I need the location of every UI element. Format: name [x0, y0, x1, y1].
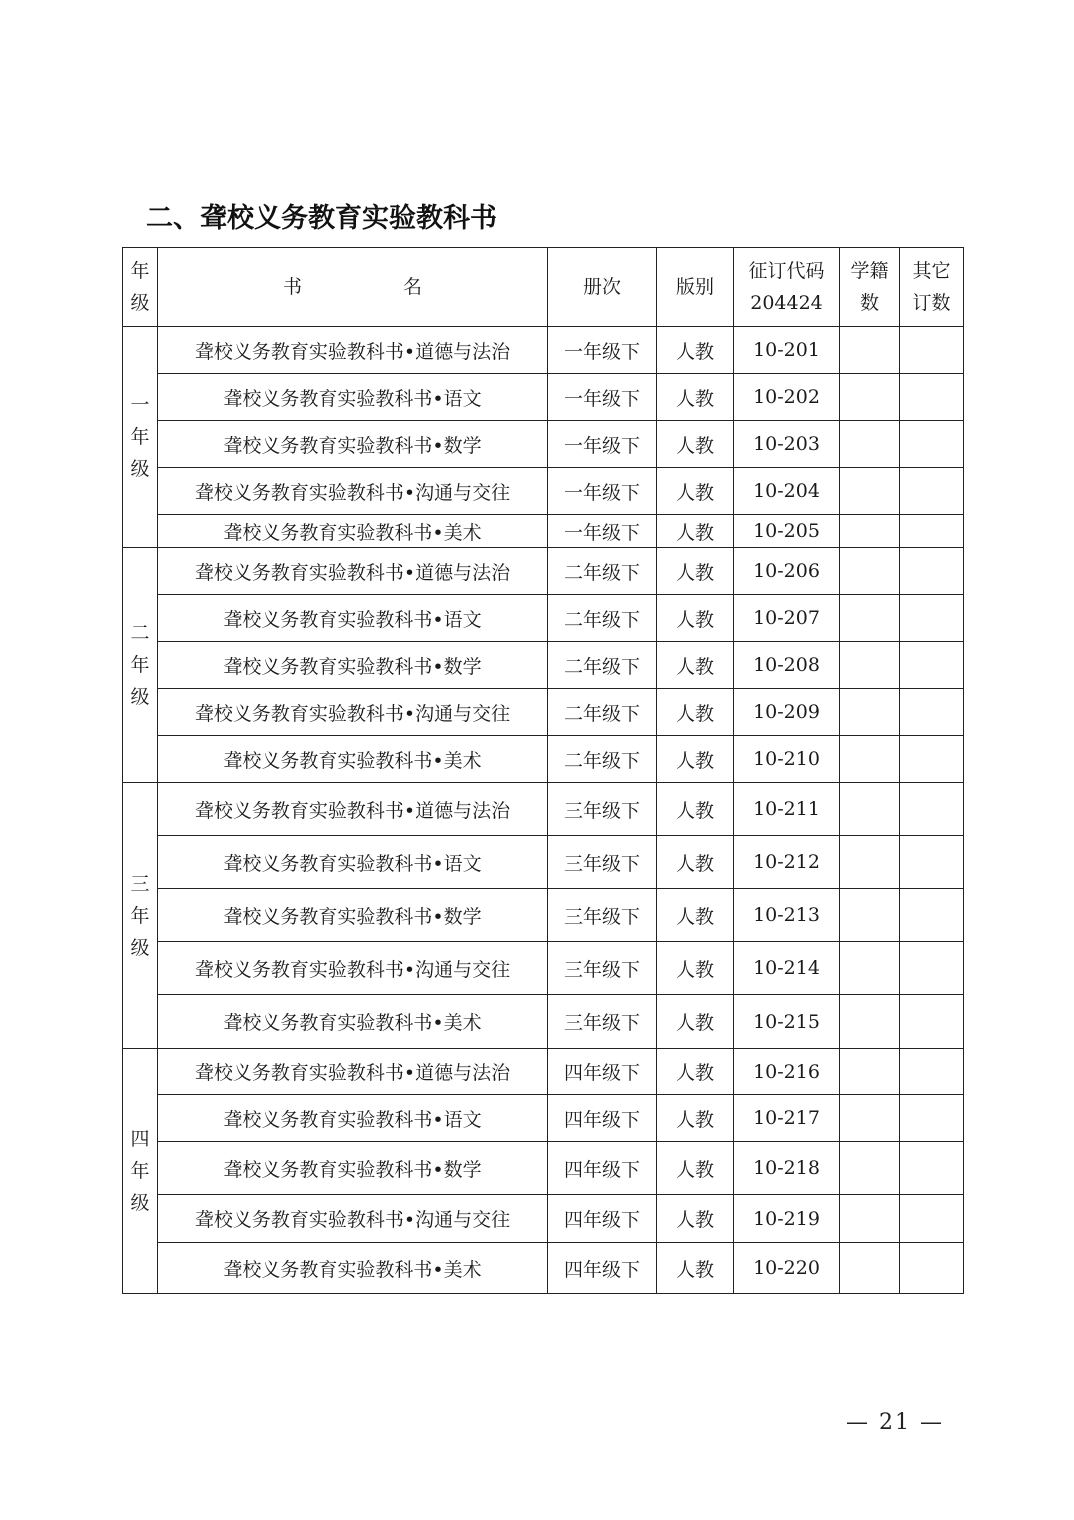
order-code-cell: 10-203 — [734, 421, 840, 468]
volume-cell: 四年级下 — [548, 1095, 657, 1142]
enrollment-count-cell — [840, 689, 900, 736]
book-name-cell: 聋校义务教育实验教科书•沟通与交往 — [158, 689, 548, 736]
edition-cell: 人教 — [657, 327, 734, 374]
enrollment-count-cell — [840, 736, 900, 783]
header-order-code: 征订代码 204424 — [734, 248, 840, 327]
header-other-orders: 其它 订数 — [900, 248, 964, 327]
page-number: — 21 — — [846, 1410, 944, 1435]
other-order-count-cell — [900, 1243, 964, 1294]
order-code-cell: 10-213 — [734, 889, 840, 942]
table-row — [123, 836, 964, 889]
book-name-cell: 聋校义务教育实验教科书•美术 — [158, 1243, 548, 1294]
edition-cell: 人教 — [657, 548, 734, 595]
edition-cell: 人教 — [657, 1195, 734, 1243]
other-order-count-cell — [900, 642, 964, 689]
volume-cell: 四年级下 — [548, 1142, 657, 1195]
table-row — [123, 642, 964, 689]
book-name-cell: 聋校义务教育实验教科书•道德与法治 — [158, 1049, 548, 1095]
table-row — [123, 515, 964, 548]
edition-cell: 人教 — [657, 836, 734, 889]
other-order-count-cell — [900, 1142, 964, 1195]
volume-cell: 三年级下 — [548, 836, 657, 889]
order-code-cell: 10-219 — [734, 1195, 840, 1243]
volume-cell: 一年级下 — [548, 468, 657, 515]
table-row — [123, 1095, 964, 1142]
other-order-count-cell — [900, 1049, 964, 1095]
other-order-count-cell — [900, 889, 964, 942]
header-grade: 年 级 — [123, 248, 158, 327]
edition-cell: 人教 — [657, 1095, 734, 1142]
edition-cell: 人教 — [657, 515, 734, 548]
table-row — [123, 595, 964, 642]
book-name-cell: 聋校义务教育实验教科书•语文 — [158, 374, 548, 421]
table-row — [123, 736, 964, 783]
enrollment-count-cell — [840, 595, 900, 642]
order-code-cell: 10-202 — [734, 374, 840, 421]
enrollment-count-cell — [840, 1142, 900, 1195]
textbook-order-table — [122, 247, 964, 1294]
header-edition: 版别 — [657, 248, 734, 327]
edition-cell: 人教 — [657, 783, 734, 836]
book-name-cell: 聋校义务教育实验教科书•道德与法治 — [158, 783, 548, 836]
table-row — [123, 1243, 964, 1294]
enrollment-count-cell — [840, 515, 900, 548]
edition-cell: 人教 — [657, 942, 734, 995]
volume-cell: 四年级下 — [548, 1243, 657, 1294]
enrollment-count-cell — [840, 548, 900, 595]
enrollment-count-cell — [840, 1095, 900, 1142]
grade-group-label: 二 年 级 — [123, 548, 158, 783]
edition-cell: 人教 — [657, 1243, 734, 1294]
enrollment-count-cell — [840, 327, 900, 374]
table-row — [123, 548, 964, 595]
book-name-cell: 聋校义务教育实验教科书•道德与法治 — [158, 548, 548, 595]
book-name-cell: 聋校义务教育实验教科书•沟通与交往 — [158, 942, 548, 995]
enrollment-count-cell — [840, 889, 900, 942]
table-row — [123, 689, 964, 736]
volume-cell: 三年级下 — [548, 889, 657, 942]
volume-cell: 三年级下 — [548, 942, 657, 995]
table-row — [123, 1049, 964, 1095]
header-enrollment: 学籍 数 — [840, 248, 900, 327]
volume-cell: 二年级下 — [548, 548, 657, 595]
table-row — [123, 995, 964, 1049]
order-code-cell: 10-218 — [734, 1142, 840, 1195]
edition-cell: 人教 — [657, 736, 734, 783]
edition-cell: 人教 — [657, 421, 734, 468]
book-name-cell: 聋校义务教育实验教科书•语文 — [158, 595, 548, 642]
enrollment-count-cell — [840, 836, 900, 889]
edition-cell: 人教 — [657, 374, 734, 421]
grade-group-label: 三 年 级 — [123, 783, 158, 1049]
order-code-cell: 10-216 — [734, 1049, 840, 1095]
edition-cell: 人教 — [657, 889, 734, 942]
edition-cell: 人教 — [657, 1049, 734, 1095]
enrollment-count-cell — [840, 421, 900, 468]
grade-group-label: 四 年 级 — [123, 1049, 158, 1294]
other-order-count-cell — [900, 595, 964, 642]
other-order-count-cell — [900, 1095, 964, 1142]
table-row — [123, 468, 964, 515]
volume-cell: 一年级下 — [548, 374, 657, 421]
book-name-cell: 聋校义务教育实验教科书•美术 — [158, 515, 548, 548]
book-name-cell: 聋校义务教育实验教科书•数学 — [158, 1142, 548, 1195]
order-code-cell: 10-220 — [734, 1243, 840, 1294]
order-code-cell: 10-210 — [734, 736, 840, 783]
table-row — [123, 421, 964, 468]
edition-cell: 人教 — [657, 1142, 734, 1195]
table-row — [123, 1142, 964, 1195]
order-code-cell: 10-207 — [734, 595, 840, 642]
book-name-cell: 聋校义务教育实验教科书•沟通与交往 — [158, 1195, 548, 1243]
order-code-cell: 10-212 — [734, 836, 840, 889]
book-name-cell: 聋校义务教育实验教科书•道德与法治 — [158, 327, 548, 374]
order-code-cell: 10-209 — [734, 689, 840, 736]
other-order-count-cell — [900, 942, 964, 995]
book-name-cell: 聋校义务教育实验教科书•数学 — [158, 421, 548, 468]
order-code-cell: 10-208 — [734, 642, 840, 689]
enrollment-count-cell — [840, 374, 900, 421]
table-row — [123, 783, 964, 836]
book-name-cell: 聋校义务教育实验教科书•美术 — [158, 995, 548, 1049]
book-name-cell: 聋校义务教育实验教科书•语文 — [158, 1095, 548, 1142]
book-name-cell: 聋校义务教育实验教科书•语文 — [158, 836, 548, 889]
other-order-count-cell — [900, 836, 964, 889]
order-code-cell: 10-201 — [734, 327, 840, 374]
order-code-cell: 10-205 — [734, 515, 840, 548]
enrollment-count-cell — [840, 783, 900, 836]
table-row — [123, 942, 964, 995]
enrollment-count-cell — [840, 942, 900, 995]
table-row — [123, 1195, 964, 1243]
volume-cell: 一年级下 — [548, 515, 657, 548]
enrollment-count-cell — [840, 468, 900, 515]
enrollment-count-cell — [840, 1243, 900, 1294]
volume-cell: 二年级下 — [548, 642, 657, 689]
volume-cell: 一年级下 — [548, 327, 657, 374]
other-order-count-cell — [900, 736, 964, 783]
volume-cell: 一年级下 — [548, 421, 657, 468]
other-order-count-cell — [900, 995, 964, 1049]
other-order-count-cell — [900, 421, 964, 468]
table-row — [123, 889, 964, 942]
other-order-count-cell — [900, 468, 964, 515]
book-name-cell: 聋校义务教育实验教科书•数学 — [158, 889, 548, 942]
book-name-cell: 聋校义务教育实验教科书•美术 — [158, 736, 548, 783]
volume-cell: 四年级下 — [548, 1049, 657, 1095]
other-order-count-cell — [900, 783, 964, 836]
order-code-cell: 10-206 — [734, 548, 840, 595]
volume-cell: 四年级下 — [548, 1195, 657, 1243]
volume-cell: 三年级下 — [548, 995, 657, 1049]
enrollment-count-cell — [840, 1195, 900, 1243]
enrollment-count-cell — [840, 642, 900, 689]
volume-cell: 二年级下 — [548, 689, 657, 736]
edition-cell: 人教 — [657, 642, 734, 689]
grade-group-label: 一 年 级 — [123, 327, 158, 548]
order-code-cell: 10-204 — [734, 468, 840, 515]
other-order-count-cell — [900, 1195, 964, 1243]
order-code-cell: 10-215 — [734, 995, 840, 1049]
book-name-cell: 聋校义务教育实验教科书•沟通与交往 — [158, 468, 548, 515]
other-order-count-cell — [900, 374, 964, 421]
other-order-count-cell — [900, 327, 964, 374]
other-order-count-cell — [900, 515, 964, 548]
edition-cell: 人教 — [657, 468, 734, 515]
enrollment-count-cell — [840, 995, 900, 1049]
header-book-name: 书 名 — [158, 248, 548, 327]
table-row — [123, 374, 964, 421]
table-row — [123, 327, 964, 374]
edition-cell: 人教 — [657, 595, 734, 642]
order-code-cell: 10-214 — [734, 942, 840, 995]
enrollment-count-cell — [840, 1049, 900, 1095]
other-order-count-cell — [900, 689, 964, 736]
volume-cell: 三年级下 — [548, 783, 657, 836]
section-title: 二、聋校义务教育实验教科书 — [146, 203, 497, 234]
table-header-row — [123, 248, 964, 327]
header-volume: 册次 — [548, 248, 657, 327]
volume-cell: 二年级下 — [548, 595, 657, 642]
book-name-cell: 聋校义务教育实验教科书•数学 — [158, 642, 548, 689]
volume-cell: 二年级下 — [548, 736, 657, 783]
order-code-cell: 10-217 — [734, 1095, 840, 1142]
edition-cell: 人教 — [657, 689, 734, 736]
order-code-cell: 10-211 — [734, 783, 840, 836]
edition-cell: 人教 — [657, 995, 734, 1049]
other-order-count-cell — [900, 548, 964, 595]
